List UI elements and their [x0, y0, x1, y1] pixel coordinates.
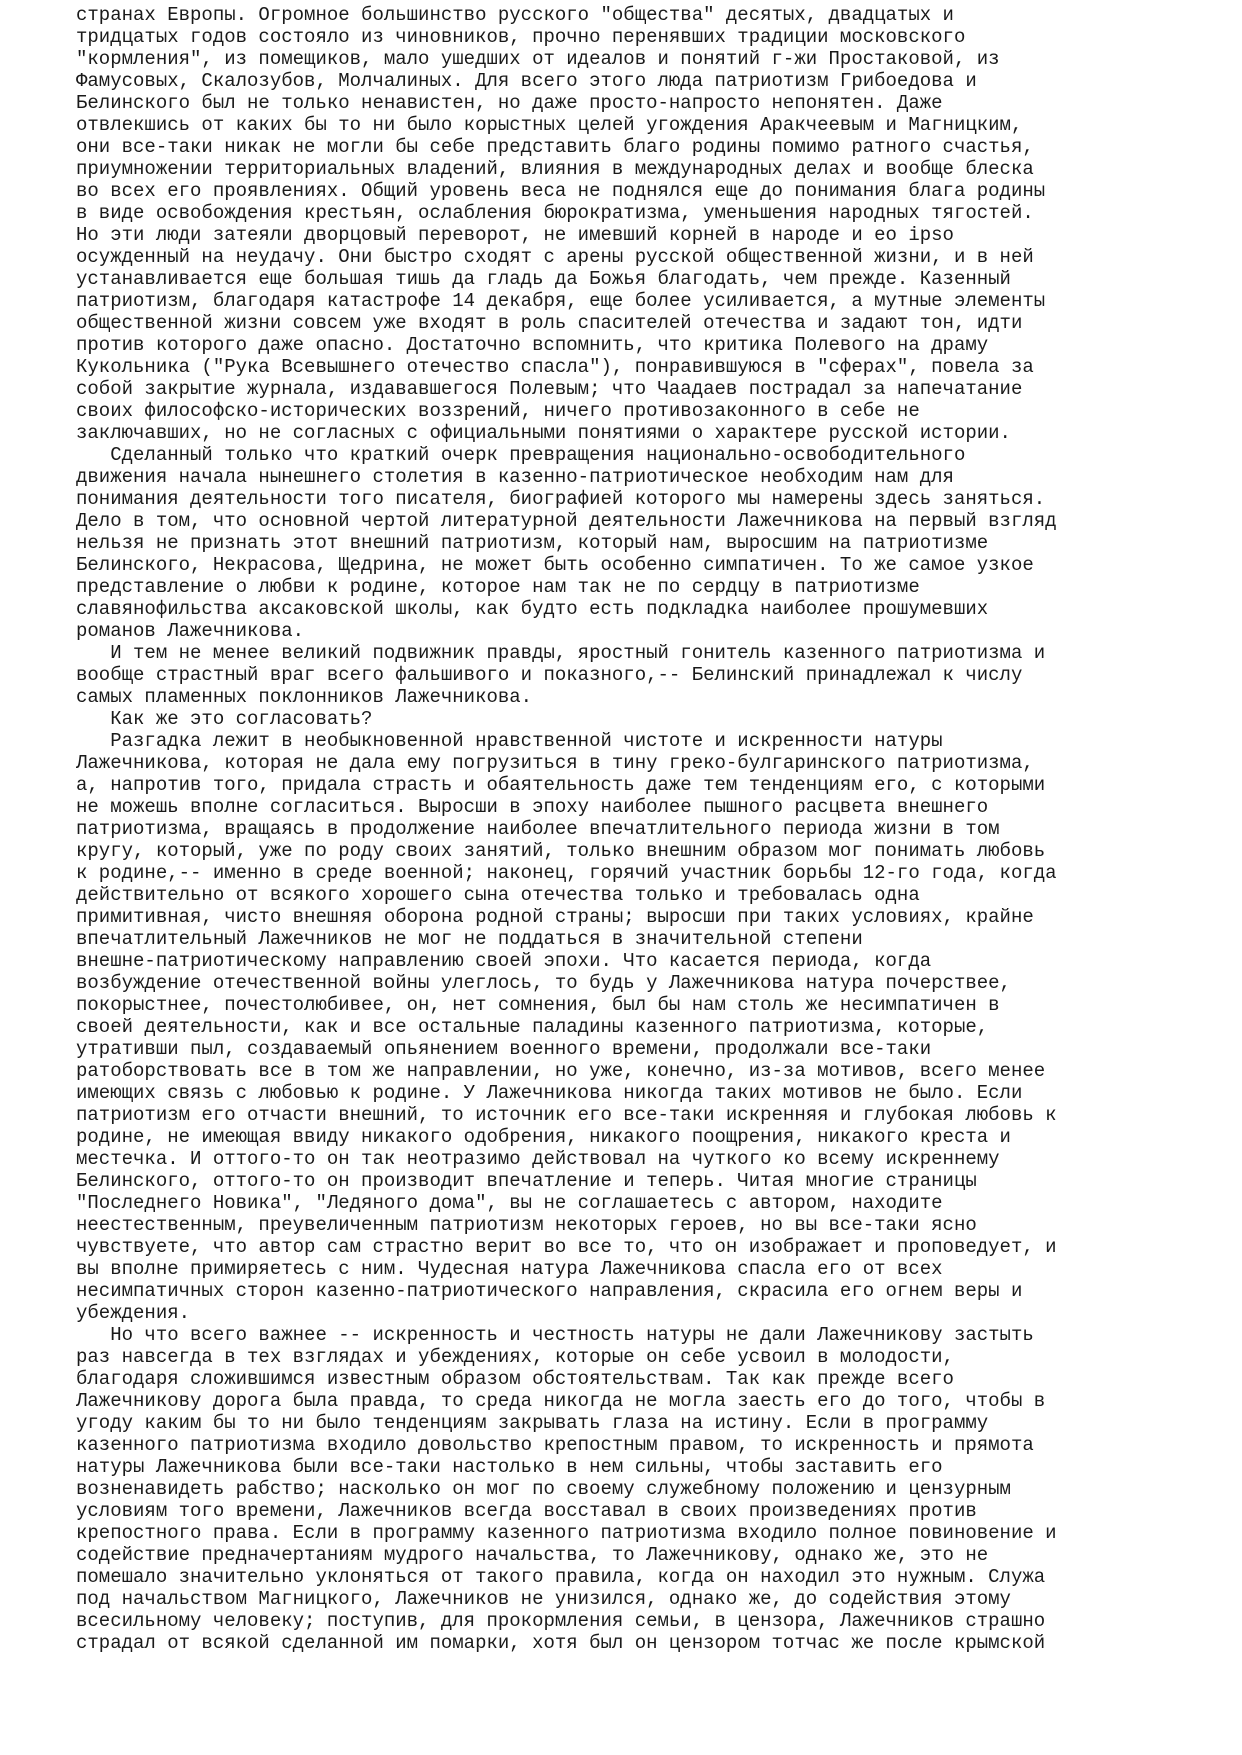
text-line: а, напротив того, придала страсть и обаятельность даже тем тенденциям его, с которыми — [76, 774, 1046, 796]
text-line: имеющих связь с любовью к родине. У Лажечникова никогда таких мотивов не было. Если — [76, 1082, 1023, 1104]
text-line: возбуждение отечественной войны улеглось, то будь у Лажечникова натура почерствее, — [76, 972, 1011, 994]
text-line: Кукольника ("Рука Всевышнего отечество спасла"), понравившуюся в "сферах", повела за — [76, 356, 1034, 378]
text-line: устанавливается еще большая тишь да гладь да Божья благодать, чем прежде. Казенный — [76, 268, 1011, 290]
text-line: впечатлительный Лажечников не мог не поддаться в значительной степени — [76, 928, 863, 950]
text-line: романов Лажечникова. — [76, 620, 305, 642]
text-line: самых пламенных поклонников Лажечникова. — [76, 686, 533, 708]
text-line: "Последнего Новика", "Ледяного дома", вы не соглашаетесь с автором, находите — [76, 1192, 943, 1214]
text-line: раз навсегда в тех взглядах и убеждениях, которые он себе усвоил в молодости, — [76, 1346, 954, 1368]
text-line: патриотизм, благодаря катастрофе 14 декабря, еще более усиливается, а мутные элементы — [76, 290, 1046, 312]
text-line: заключавших, но не согласных с официальными понятиями о характере русской истории. — [76, 422, 1011, 444]
text-line: крепостного права. Если в программу казенного патриотизма входило полное повиновение и — [76, 1522, 1057, 1544]
text-line: неестественным, преувеличенным патриотизм некоторых героев, но вы все-таки ясно — [76, 1214, 977, 1236]
text-line: Но эти люди затеяли дворцовый переворот, не имевший корней в народе и eo ipso — [76, 224, 954, 246]
text-line: своих философско-исторических воззрений, ничего противозаконного в себе не — [76, 400, 920, 422]
text-line: Но что всего важнее -- искренность и честность натуры не дали Лажечникову застыть — [76, 1324, 1034, 1346]
text-line: страдал от всякой сделанной им помарки, хотя был он цензором тотчас же после крымской — [76, 1632, 1046, 1654]
text-line: Белинского, оттого-то он производит впечатление и теперь. Читая многие страницы — [76, 1170, 977, 1192]
text-line: в виде освобождения крестьян, ослабления бюрократизма, уменьшения народных тягостей. — [76, 202, 1034, 224]
text-line: они все-таки никак не могли бы себе представить благо родины помимо ратного счастья, — [76, 136, 1034, 158]
text-line: к родине,-- именно в среде военной; наконец, горячий участник борьбы 12-го года, когда — [76, 862, 1057, 884]
text-line: "кормления", из помещиков, мало ушедших от идеалов и понятий г-жи Простаковой, из — [76, 48, 1000, 70]
text-line: странах Европы. Огромное большинство русского "общества" десятых, двадцатых и — [76, 4, 954, 26]
text-line: приумножении территориальных владений, влияния в международных делах и вообще блеска — [76, 158, 1034, 180]
text-line: Белинского, Некрасова, Щедрина, не может быть особенно симпатичен. То же самое узкое — [76, 554, 1034, 576]
text-line: своей деятельности, как и все остальные паладины казенного патриотизма, которые, — [76, 1016, 989, 1038]
text-line: Сделанный только что краткий очерк превращения национально-освободительного — [76, 444, 966, 466]
text-line: утративши пыл, создаваемый опьянением военного времени, продолжали все-таки — [76, 1038, 932, 1060]
text-line: И тем не менее великий подвижник правды, яростный гонитель казенного патриотизма и — [76, 642, 1046, 664]
text-line: движения начала нынешнего столетия в казенно-патриотическое необходим нам для — [76, 466, 954, 488]
text-line: натуры Лажечникова были все-таки настолько в нем сильны, чтобы заставить его — [76, 1456, 943, 1478]
text-line: Лажечникова, которая не дала ему погрузиться в тину греко-булгаринского патриотизма, — [76, 752, 1034, 774]
text-line: Как же это согласовать? — [76, 708, 373, 730]
text-line: против которого даже опасно. Достаточно вспомнить, что критика Полевого на драму — [76, 334, 989, 356]
text-line: нельзя не признать этот внешний патриотизм, который нам, выросшим на патриотизме — [76, 532, 989, 554]
text-line: осужденный на неудачу. Они быстро сходят с арены русской общественной жизни, и в ней — [76, 246, 1034, 268]
text-line: всесильному человеку; поступив, для прокормления семьи, в цензора, Лажечников страшно — [76, 1610, 1046, 1632]
text-line: ратоборствовать все в том же направлении, но уже, конечно, из-за мотивов, всего менее — [76, 1060, 1046, 1082]
text-line: примитивная, чисто внешняя оборона родной страны; выросши при таких условиях, крайне — [76, 906, 1034, 928]
text-line: патриотизм его отчасти внешний, то источник его все-таки искренняя и глубокая любовь к — [76, 1104, 1057, 1126]
text-line: убеждения. — [76, 1302, 191, 1324]
text-line: не можешь вполне согласиться. Выросши в эпоху наиболее пышного расцвета внешнего — [76, 796, 989, 818]
text-line: представление о любви к родине, которое нам так не по сердцу в патриотизме — [76, 576, 920, 598]
text-line: Белинского был не только ненавистен, но даже просто-напросто непонятен. Даже — [76, 92, 943, 114]
text-line: тридцатых годов состояло из чиновников, прочно перенявших традиции московского — [76, 26, 966, 48]
text-line: благодаря сложившимся известным образом обстоятельствам. Так как прежде всего — [76, 1368, 954, 1390]
text-line: патриотизма, вращаясь в продолжение наиболее впечатлительного периода жизни в том — [76, 818, 1000, 840]
text-line: понимания деятельности того писателя, биографией которого мы намерены здесь заняться. — [76, 488, 1046, 510]
document-page — [76, 0, 1236, 1755]
text-line: Фамусовых, Скалозубов, Молчалиных. Для всего этого люда патриотизм Грибоедова и — [76, 70, 977, 92]
text-line: во всех его проявлениях. Общий уровень веса не поднялся еще до понимания блага родины — [76, 180, 1046, 202]
text-line: чувствуете, что автор сам страстно верит во все то, что он изображает и проповедует, и — [76, 1236, 1057, 1258]
text-line: славянофильства аксаковской школы, как будто есть подкладка наиболее прошумевших — [76, 598, 989, 620]
text-line: казенного патриотизма входило довольство крепостным правом, то искренность и прямота — [76, 1434, 1034, 1456]
text-line: отвлекшись от каких бы то ни было корыстных целей угождения Аракчеевым и Магницким, — [76, 114, 1023, 136]
text-line: условиям того времени, Лажечников всегда восставал в своих произведениях против — [76, 1500, 977, 1522]
text-line: местечка. И оттого-то он так неотразимо действовал на чуткого ко всему искреннему — [76, 1148, 1000, 1170]
text-line: несимпатичных сторон казенно-патриотического направления, скрасила его огнем веры и — [76, 1280, 1023, 1302]
text-line: угоду каким бы то ни было тенденциям закрывать глаза на истину. Если в программу — [76, 1412, 989, 1434]
text-line: вообще страстный враг всего фальшивого и показного,-- Белинский принадлежал к числу — [76, 664, 1023, 686]
text-line: покорыстнее, почестолюбивее, он, нет сомнения, был бы нам столь же несимпатичен в — [76, 994, 1000, 1016]
text-line: помешало значительно уклоняться от такого правила, когда он находил это нужным. Служа — [76, 1566, 1046, 1588]
text-line: Разгадка лежит в необыкновенной нравственной чистоте и искренности натуры — [76, 730, 943, 752]
text-line: возненавидеть рабство; насколько он мог по своему служебному положению и цензурным — [76, 1478, 1011, 1500]
document-body-text — [76, 0, 1236, 1654]
text-line: собой закрытие журнала, издававшегося Полевым; что Чаадаев пострадал за напечатание — [76, 378, 1023, 400]
text-line: действительно от всякого хорошего сына отечества только и требовалась одна — [76, 884, 920, 906]
text-line: Лажечникову дорога была правда, то среда никогда не могла заесть его до того, чтобы в — [76, 1390, 1046, 1412]
text-line: общественной жизни совсем уже входят в роль спасителей отечества и задают тон, идти — [76, 312, 1023, 334]
text-line: родине, не имеющая ввиду никакого одобрения, никакого поощрения, никакого креста и — [76, 1126, 1011, 1148]
text-line: Дело в том, что основной чертой литературной деятельности Лажечникова на первый взгляд — [76, 510, 1057, 532]
text-line: содействие предначертаниям мудрого начальства, то Лажечникову, однако же, это не — [76, 1544, 989, 1566]
text-line: кругу, который, уже по роду своих занятий, только внешним образом мог понимать любовь — [76, 840, 1046, 862]
text-line: вы вполне примиряетесь с ним. Чудесная натура Лажечникова спасла его от всех — [76, 1258, 943, 1280]
text-line: под начальством Магницкого, Лажечников не унизился, однако же, до содействия этому — [76, 1588, 1011, 1610]
text-line: внешне-патриотическому направлению своей эпохи. Что касается периода, когда — [76, 950, 932, 972]
